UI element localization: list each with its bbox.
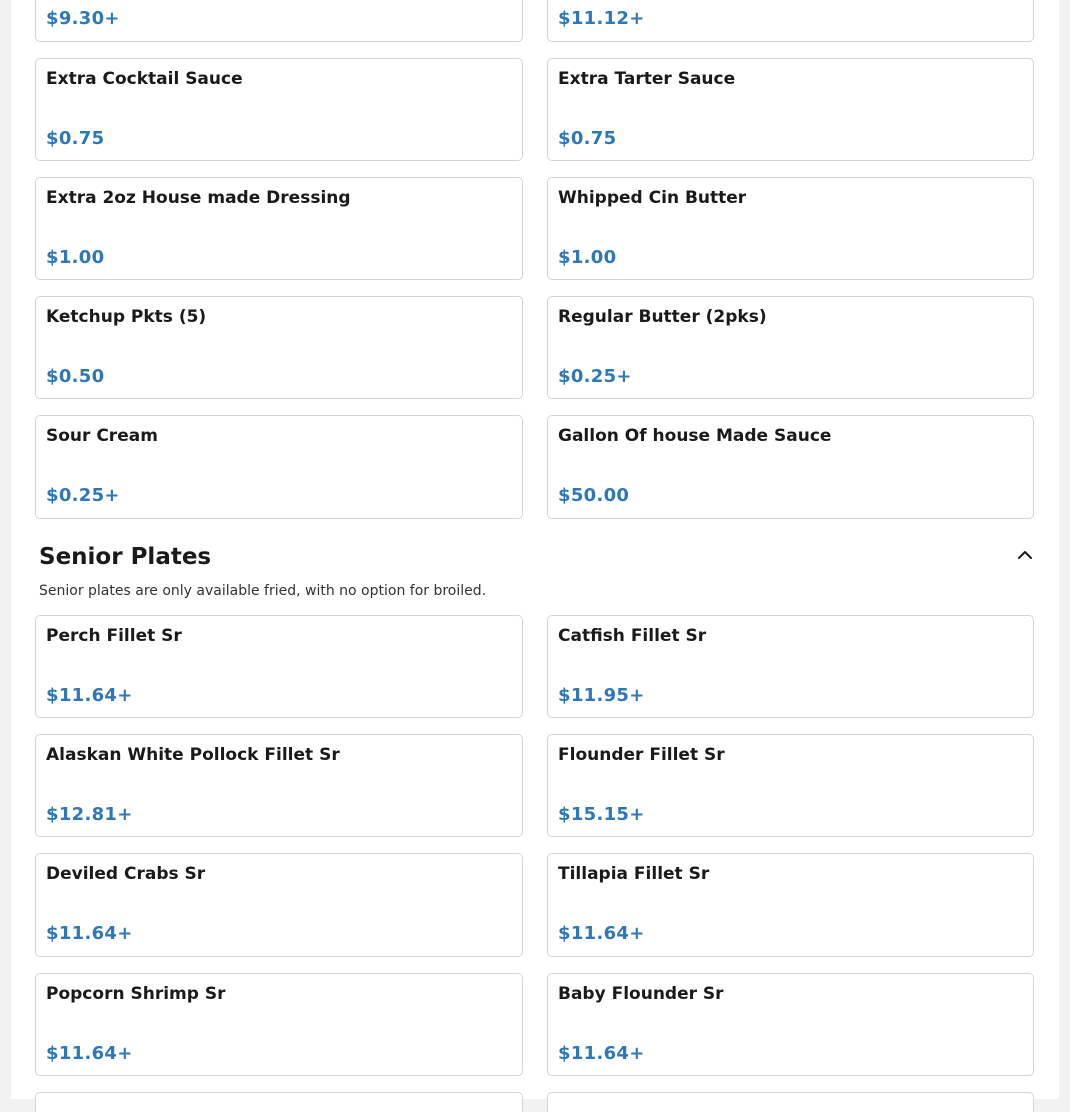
- previous-section-items: [35, 0, 1034, 42]
- item-name: Catfish Fillet Sr: [558, 626, 707, 646]
- item-name: Flounder Fillet Sr: [558, 745, 725, 765]
- menu-item-card[interactable]: [35, 0, 523, 42]
- menu-item-card[interactable]: [35, 615, 523, 718]
- item-price: $1.00: [46, 247, 105, 268]
- senior-plates-header: [39, 544, 1036, 576]
- menu-item-card[interactable]: [547, 615, 1034, 718]
- item-name: Sour Cream: [46, 426, 158, 446]
- menu-item-card[interactable]: [35, 58, 523, 161]
- item-price: $11.12+: [558, 8, 645, 29]
- item-name: Whipped Cin Butter: [558, 188, 747, 208]
- item-name: Perch Fillet Sr: [46, 626, 182, 646]
- menu-item-card[interactable]: [35, 177, 523, 280]
- item-price: $11.64+: [46, 1043, 133, 1064]
- menu-item-card[interactable]: [35, 853, 523, 957]
- item-price: $0.50: [46, 366, 105, 387]
- menu-item-card[interactable]: [547, 734, 1034, 837]
- item-price: $11.64+: [558, 923, 645, 944]
- menu-item-card[interactable]: [547, 0, 1034, 42]
- item-price: $9.30+: [46, 8, 120, 29]
- menu-item-card[interactable]: [35, 973, 523, 1076]
- item-price: $0.75: [558, 128, 617, 149]
- item-price: $11.64+: [46, 923, 133, 944]
- item-name: Deviled Crabs Sr: [46, 864, 206, 884]
- item-name: Regular Butter (2pks): [558, 307, 767, 327]
- section-title: Senior Plates: [39, 544, 212, 570]
- senior-plates-grid: [35, 615, 1034, 1112]
- item-price: $0.25+: [46, 485, 120, 506]
- menu-item-card[interactable]: [35, 415, 523, 519]
- item-name: Baby Flounder Sr: [558, 984, 724, 1004]
- menu-item-card[interactable]: [547, 973, 1034, 1076]
- item-price: $15.15+: [558, 804, 645, 825]
- menu-item-card[interactable]: [547, 177, 1034, 280]
- item-name: Extra Tarter Sauce: [558, 69, 736, 89]
- item-name: Alaskan White Pollock Fillet Sr: [46, 745, 340, 765]
- item-price: $11.95+: [558, 685, 645, 706]
- menu-item-card[interactable]: [547, 415, 1034, 519]
- item-name: Popcorn Shrimp Sr: [46, 984, 226, 1004]
- menu-item-card[interactable]: [35, 734, 523, 837]
- menu-item-card[interactable]: [35, 1092, 523, 1112]
- item-price: $50.00: [558, 485, 630, 506]
- item-price: $11.64+: [46, 685, 133, 706]
- menu-item-card[interactable]: [35, 296, 523, 399]
- item-price: $0.25+: [558, 366, 632, 387]
- sauces-grid: [35, 58, 1034, 519]
- chevron-up-icon[interactable]: [1014, 544, 1036, 566]
- menu-item-card[interactable]: [547, 1092, 1034, 1112]
- item-name: Extra Cocktail Sauce: [46, 69, 243, 89]
- item-name: Tillapia Fillet Sr: [558, 864, 710, 884]
- section-description: Senior plates are only available fried, with no option for broiled.: [39, 583, 487, 599]
- menu-item-card[interactable]: [547, 296, 1034, 399]
- item-price: $12.81+: [46, 804, 133, 825]
- menu-item-card[interactable]: [547, 853, 1034, 957]
- menu-item-card[interactable]: [547, 58, 1034, 161]
- item-name: Gallon Of house Made Sauce: [558, 426, 832, 446]
- menu-page: [11, 0, 1059, 1099]
- item-price: $11.64+: [558, 1043, 645, 1064]
- item-name: Ketchup Pkts (5): [46, 307, 207, 327]
- item-name: Extra 2oz House made Dressing: [46, 188, 351, 208]
- item-price: $0.75: [46, 128, 105, 149]
- item-price: $1.00: [558, 247, 617, 268]
